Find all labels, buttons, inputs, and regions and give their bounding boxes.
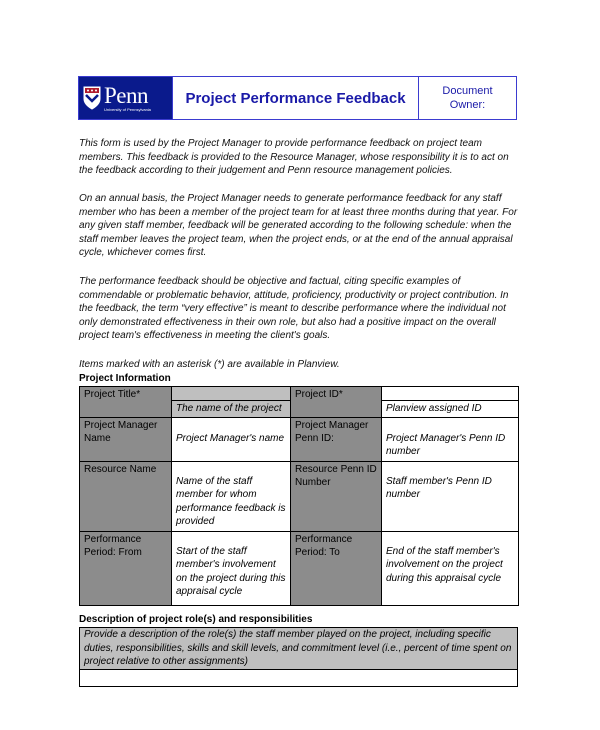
project-id-spacer [382, 387, 519, 401]
pm-name-value[interactable]: Project Manager's name [172, 417, 291, 461]
document-owner [419, 77, 516, 119]
pm-pennid-value[interactable]: Project Manager's Penn ID number [382, 417, 519, 461]
period-from-value[interactable]: Start of the staff member's involvement on the project during this appraisal cycle [172, 531, 291, 605]
roles-input-area[interactable] [80, 670, 517, 686]
project-info-heading: Project Information [79, 373, 171, 384]
pm-pennid-label: Project Manager Penn ID: [291, 417, 382, 461]
roles-heading: Description of project role(s) and responsibilities [79, 614, 313, 625]
owner-line-1: Document [442, 85, 493, 97]
project-id-value[interactable]: Planview assigned ID [382, 401, 519, 418]
owner-line-2: Owner: [449, 99, 486, 111]
period-to-value[interactable]: End of the staff member's involvement on the project during this appraisal cycle [382, 531, 519, 605]
intro-paragraph-1: This form is used by the Project Manager to provide performance feedback on project team members. This feedback is provided to the Resource Manager, whose responsibility it is to act on the feedback according to their judgement and Penn resource management policies. [79, 138, 509, 176]
penn-shield-icon [83, 86, 101, 110]
intro-paragraph-3: The performance feedback should be objective and factual, citing specific examples of commendable or problematic behavior, attitude, proficiency, productivity or project contribution. In the feedback, the term “very effective” is meant to describe performance where the individual not only demonstrated effectiveness in their own role, but also had a positive impact on the overall project team's effectiveness in meeting the client's goals. [79, 276, 509, 341]
project-title-label: Project Title* [80, 387, 172, 418]
project-id-label: Project ID* [291, 387, 382, 418]
project-title-spacer [172, 387, 291, 401]
intro-paragraph-2: On an annual basis, the Project Manager needs to generate performance feedback for any staff member who has been a member of the project team for at least three months during that year. For any given staff member, feedback will be generated according to the following schedule: when the staff member leaves the project team, when the project ends, or at the end of the annual appraisal cycle, whichever comes first. [79, 193, 518, 258]
logo-subtitle: University of Pennsylvania [104, 107, 151, 112]
penn-logo [79, 77, 172, 119]
roles-box [79, 627, 518, 687]
resource-name-value[interactable]: Name of the staff member for whom performance feedback is provided [172, 461, 291, 531]
pm-name-label: Project Manager Name [80, 417, 172, 461]
form-title: Project Performance Feedback [172, 77, 419, 119]
resource-name-label: Resource Name [80, 461, 172, 531]
project-info-table [79, 386, 519, 606]
period-from-label: Performance Period: From [80, 531, 172, 605]
form-header [78, 76, 517, 120]
logo-word: Penn [104, 83, 148, 108]
asterisk-note: Items marked with an asterisk (*) are available in Planview. [79, 359, 340, 370]
roles-instructions: Provide a description of the role(s) the staff member played on the project, including specific duties, responsibilities, skills and skill levels, and commitment level (i.e., percent of time spent on project relative to other assignments) [80, 628, 517, 670]
project-title-value[interactable]: The name of the project [172, 401, 291, 418]
resource-pennid-label: Resource Penn ID Number [291, 461, 382, 531]
resource-pennid-value[interactable]: Staff member's Penn ID number [382, 461, 519, 531]
period-to-label: Performance Period: To [291, 531, 382, 605]
